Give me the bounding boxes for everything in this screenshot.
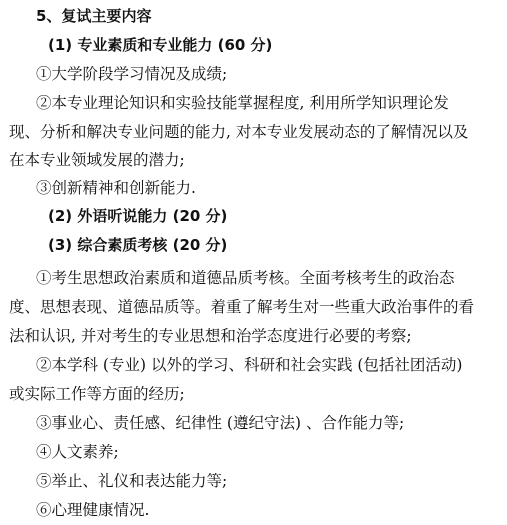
item-line: 或实际工作等方面的经历;	[9, 385, 185, 403]
item-line: ④人文素养;	[36, 443, 119, 461]
item-line: ⑤举止、礼仪和表达能力等;	[36, 472, 228, 490]
item-line: ②本专业理论知识和实验技能掌握程度, 利用所学知识理论发	[36, 94, 449, 112]
item-line: ②本学科 (专业) 以外的学习、科研和社会实践 (包括社团活动)	[36, 356, 463, 374]
subsection-title-3: (3) 综合素质考核 (20 分)	[48, 236, 228, 254]
subsection-title-1: (1) 专业素质和专业能力 (60 分)	[48, 36, 273, 54]
section-heading: 5、复试主要内容	[36, 7, 152, 25]
item-line: ①考生思想政治素质和道德品质考核。全面考核考生的政治态	[36, 269, 455, 287]
item-line: 法和认识, 并对考生的专业思想和治学态度进行必要的考察;	[9, 327, 412, 345]
item-line: 在本专业领域发展的潜力;	[9, 151, 185, 169]
item-line: 度、思想表现、道德品质等。着重了解考生对一些重大政治事件的看	[9, 298, 475, 316]
item-line: ⑥心理健康情况.	[36, 501, 150, 519]
subsection-title-2: (2) 外语听说能力 (20 分)	[48, 207, 228, 225]
item-line: 现、分析和解决专业问题的能力, 对本专业发展动态的了解情况以及	[9, 123, 469, 141]
item-line: ③创新精神和创新能力.	[36, 179, 196, 197]
item-line: ③事业心、责任感、纪律性 (遵纪守法) 、合作能力等;	[36, 414, 405, 432]
item-line: ①大学阶段学习情况及成绩;	[36, 65, 228, 83]
